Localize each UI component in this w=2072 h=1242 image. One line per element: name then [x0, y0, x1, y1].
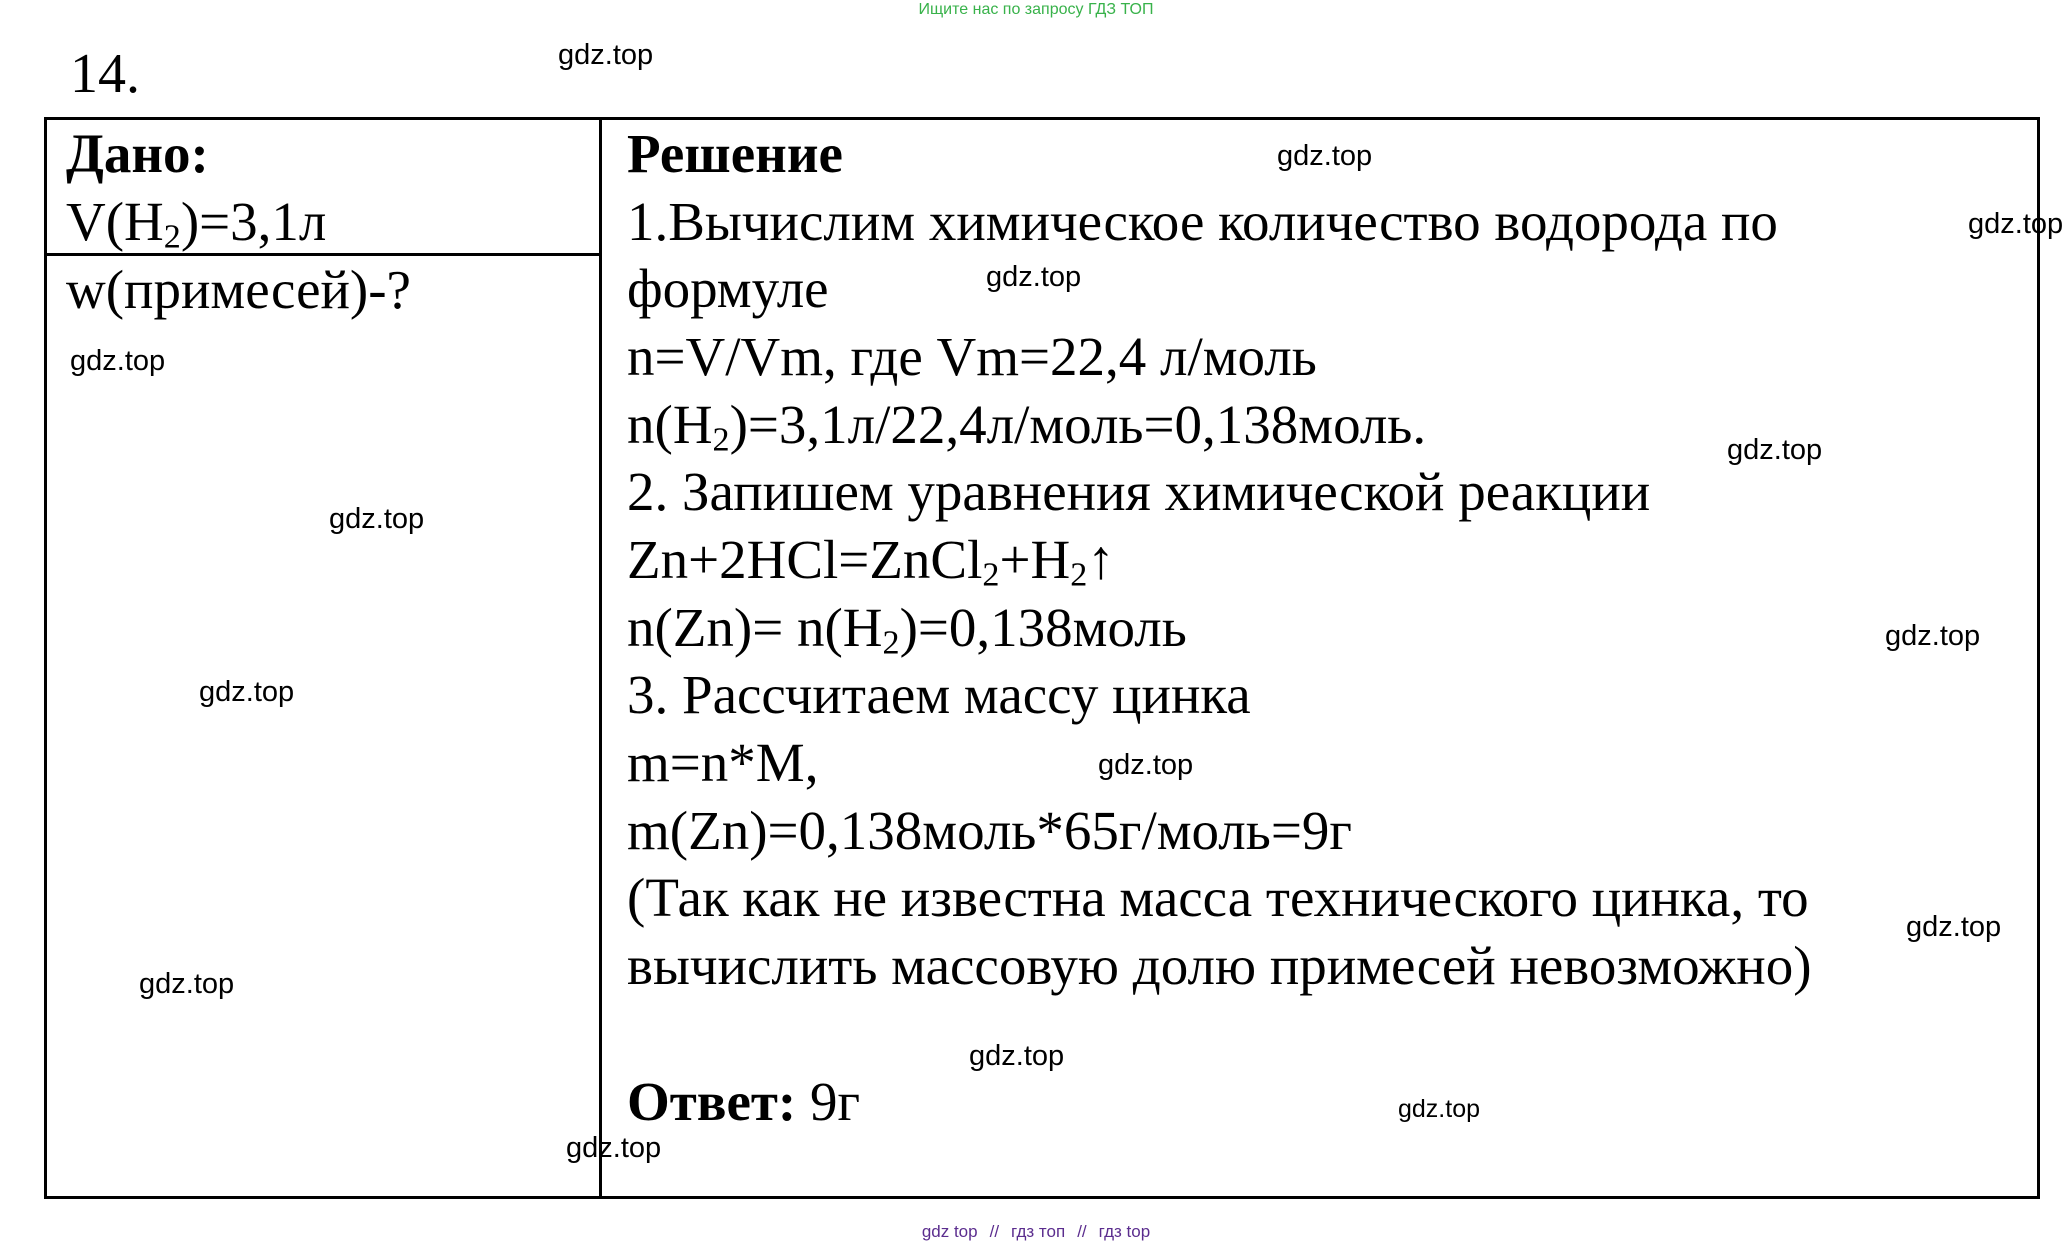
watermark: gdz.top — [199, 676, 295, 708]
watermark: gdz.top — [558, 39, 654, 71]
calc-m: m(Zn)=0,138моль*65г/моль=9г — [627, 800, 1352, 861]
watermark: gdz.top — [70, 345, 166, 377]
table-divider-vertical — [599, 117, 602, 1199]
step2: 2. Запишем уравнения химической реакции — [627, 461, 1651, 522]
reaction-equation: $Zn+2HCl=ZnCl_2+H_2↑$ — [627, 529, 1115, 594]
footer-links — [0, 1222, 2072, 1242]
calc-n: $n(H_2)=3,1л/22,4л/моль=0,138моль$. — [627, 394, 1427, 459]
footer-link[interactable]: гдз топ — [1011, 1222, 1066, 1241]
task-number: 14. — [70, 43, 140, 105]
solution-title: Решение — [627, 123, 843, 184]
footer-separator: // — [1077, 1222, 1087, 1241]
footer-link[interactable]: gdz top — [921, 1222, 978, 1241]
step1-line1: 1.Вычислим химическое количество водорода по — [627, 191, 1778, 252]
watermark: gdz.top — [1906, 911, 2002, 943]
watermark: gdz.top — [139, 968, 235, 1000]
search-banner: Ищите нас по запросу ГДЗ ТОП — [918, 1, 1154, 18]
note-line1: (Так как не известна масса технического цинка, то — [627, 867, 1809, 928]
step3: 3. Рассчитаем массу цинка — [627, 664, 1251, 725]
watermark: gdz.top — [969, 1040, 1065, 1072]
watermark: gdz.top — [1398, 1095, 1481, 1123]
footer-separator: // — [989, 1222, 1000, 1241]
footer-link[interactable]: гдз top — [1098, 1222, 1151, 1241]
watermark: gdz.top — [329, 503, 425, 535]
answer: Ответ: 9г — [627, 1071, 861, 1132]
watermark: gdz.top — [1098, 749, 1194, 781]
n-zn: $n(Zn)= n(H_2)=0,138моль$ — [627, 597, 1187, 662]
formula-n: n=V/Vm, где Vm=22,4 л/моль — [627, 326, 1317, 387]
step1-line2: формуле — [627, 258, 829, 319]
watermark: gdz.top — [566, 1132, 662, 1164]
given-volume: $V(H_2)=3,1л$ — [66, 191, 327, 256]
watermark: gdz.top — [1968, 208, 2064, 240]
find-impurities: w(примесей)-? — [66, 259, 411, 320]
watermark: gdz.top — [986, 261, 1082, 293]
watermark: gdz.top — [1277, 140, 1373, 172]
given-title: Дано: — [66, 123, 209, 184]
watermark: gdz.top — [1885, 620, 1981, 652]
formula-m: m=n*M, — [627, 732, 819, 793]
watermark: gdz.top — [1727, 434, 1823, 466]
note-line2: вычислить массовую долю примесей невозможно) — [627, 935, 1812, 996]
